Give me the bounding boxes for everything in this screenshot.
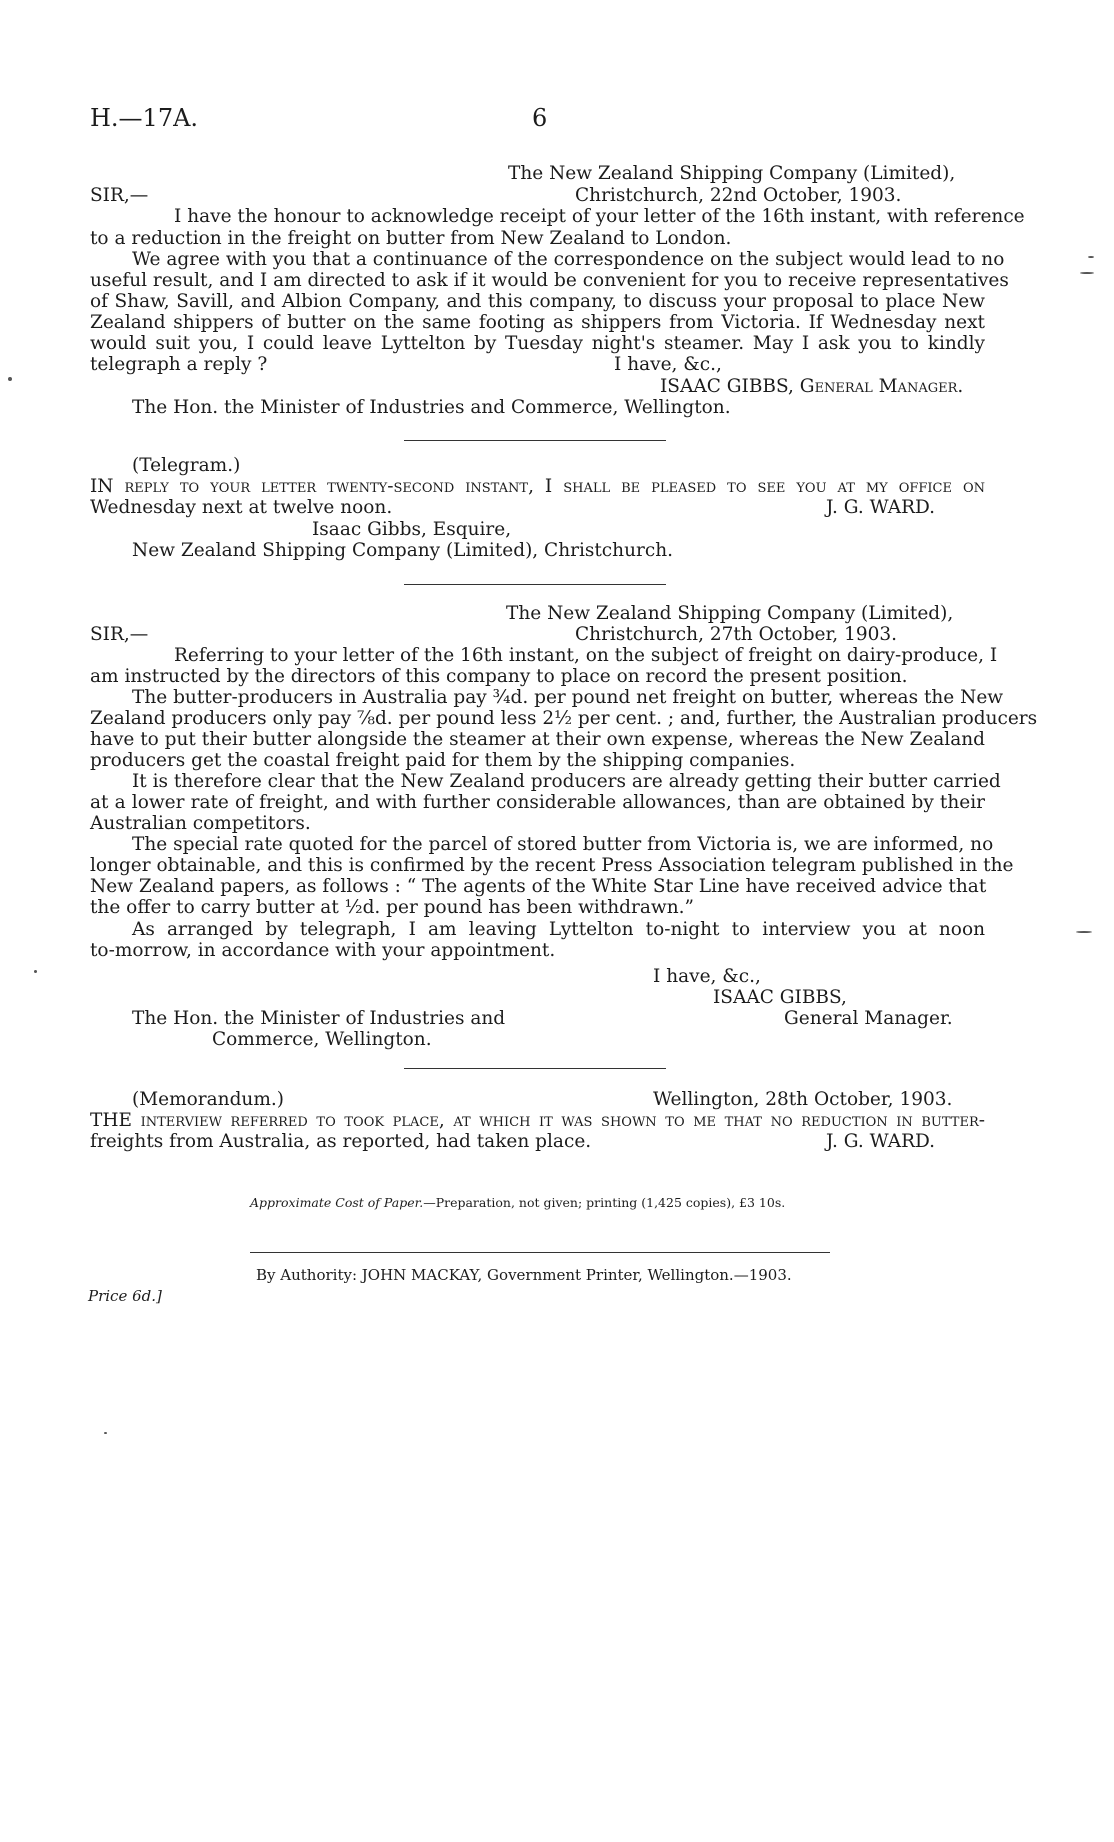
telegram-line2: Wednesday next at twelve noon. bbox=[90, 497, 393, 518]
letter1-addressee: The Hon. the Minister of Industries and Commerce, Wellington. bbox=[132, 397, 731, 418]
letter2-closing: I have, &c., bbox=[653, 966, 761, 987]
memorandum-signature: J. G. WARD. bbox=[826, 1131, 936, 1152]
letter1-p2-line4: Zealand shippers of butter on the same footing as shippers from Victoria. If Wednesday next bbox=[90, 312, 985, 333]
letter1-sender-line1: The New Zealand Shipping Company (Limited), bbox=[508, 163, 956, 184]
margin-speck bbox=[1080, 272, 1094, 274]
letter1-p1-line2: to a reduction in the freight on butter from New Zealand to London. bbox=[90, 228, 732, 249]
section-divider bbox=[404, 440, 666, 441]
letter1-signature: ISAAC GIBBS, General Manager. bbox=[660, 376, 964, 397]
letter1-sender-line2: Christchurch, 22nd October, 1903. bbox=[575, 185, 902, 206]
page-number: 6 bbox=[532, 104, 548, 132]
telegram-addressee1: Isaac Gibbs, Esquire, bbox=[312, 519, 512, 540]
letter2-p3-line3: Australian competitors. bbox=[90, 813, 311, 834]
letter2-salutation: SIR,— bbox=[90, 624, 149, 645]
letter2-sender-line1: The New Zealand Shipping Company (Limited), bbox=[506, 603, 954, 624]
letter2-p2-line4: producers get the coastal freight paid for them by the shipping companies. bbox=[90, 750, 796, 771]
letter2-p4-line1: The special rate quoted for the parcel of stored butter from Victoria is, we are informed, no bbox=[132, 834, 994, 855]
section-divider bbox=[404, 584, 666, 585]
letter2-p4-line4: the offer to carry butter at ½d. per pound has been withdrawn.” bbox=[90, 897, 694, 918]
letter1-p2-line1: We agree with you that a continuance of the correspondence on the subject would lead to no bbox=[132, 249, 1005, 270]
letter1-p2-line2: useful result, and I am directed to ask if it would be convenient for you to receive representatives bbox=[90, 270, 1009, 291]
footer-rule bbox=[250, 1252, 830, 1253]
letter2-p3-line1: It is therefore clear that the New Zealand producers are already getting their butter carried bbox=[132, 771, 1001, 792]
letter1-p2-line6: telegraph a reply ? bbox=[90, 354, 268, 375]
letter2-p1-line2: am instructed by the directors of this company to place on record the present position. bbox=[90, 666, 908, 687]
letter2-addressee2: Commerce, Wellington. bbox=[212, 1029, 432, 1050]
margin-speck bbox=[104, 1432, 107, 1434]
section-divider bbox=[404, 1068, 666, 1069]
cost-of-paper-note: Approximate Cost of Paper.—Preparation, not given; printing (1,425 copies), £3 10s. bbox=[250, 1195, 786, 1210]
letter2-p2-line1: The butter-producers in Australia pay ¾d. per pound net freight on butter, whereas the New bbox=[132, 687, 1004, 708]
margin-speck bbox=[1088, 256, 1094, 258]
memorandum-date: Wellington, 28th October, 1903. bbox=[653, 1089, 953, 1110]
memorandum-line1: THE interview referred to took place, at which it was shown to me that no reduction in butter- bbox=[90, 1110, 985, 1131]
letter2-p2-line3: have to put their butter alongside the steamer at their own expense, whereas the New Zealand bbox=[90, 729, 986, 750]
price-note: Price 6d.] bbox=[88, 1287, 162, 1305]
memorandum-line2: freights from Australia, as reported, had taken place. bbox=[90, 1131, 592, 1152]
letter2-p3-line2: at a lower rate of freight, and with further considerable allowances, than are obtained by their bbox=[90, 792, 985, 813]
letter1-p2-line3: of Shaw, Savill, and Albion Company, and this company, to discuss your proposal to place New bbox=[90, 291, 985, 312]
letter2-p4-line3: New Zealand papers, as follows : “ The agents of the White Star Line have received advice that bbox=[90, 876, 987, 897]
letter1-salutation: SIR,— bbox=[90, 185, 149, 206]
margin-speck bbox=[34, 970, 37, 973]
letter2-signature-name: ISAAC GIBBS, bbox=[713, 987, 847, 1008]
letter2-p1-line1: Referring to your letter of the 16th instant, on the subject of freight on dairy-produce, I bbox=[174, 645, 998, 666]
letter2-p2-line2: Zealand producers only pay ⅞d. per pound less 2½ per cent. ; and, further, the Australian producers bbox=[90, 708, 1038, 729]
document-reference: H.—17A. bbox=[90, 104, 199, 132]
memorandum-label: (Memorandum.) bbox=[132, 1089, 284, 1110]
letter1-p2-line5: would suit you, I could leave Lyttelton by Tuesday night's steamer. May I ask you to kindly bbox=[90, 333, 985, 354]
margin-speck bbox=[8, 377, 12, 381]
telegram-line1: IN reply to your letter twenty-second instant, I shall be pleased to see you at my office on bbox=[90, 476, 985, 497]
telegram-signature: J. G. WARD. bbox=[826, 497, 936, 518]
letter1-closing: I have, &c., bbox=[614, 354, 722, 375]
letter2-p4-line2: longer obtainable, and this is confirmed by the recent Press Association telegram published in the bbox=[90, 855, 1014, 876]
margin-speck bbox=[1076, 931, 1092, 933]
telegram-label: (Telegram.) bbox=[132, 455, 241, 476]
letter2-p5-line2: to-morrow, in accordance with your appointment. bbox=[90, 940, 556, 961]
letter2-signature-title: General Manager. bbox=[784, 1008, 953, 1029]
telegram-addressee2: New Zealand Shipping Company (Limited), Christchurch. bbox=[132, 540, 673, 561]
letter2-sender-line2: Christchurch, 27th October, 1903. bbox=[575, 624, 898, 645]
printer-authority: By Authority: JOHN MACKAY, Government Printer, Wellington.—1903. bbox=[256, 1266, 792, 1284]
letter2-p5-line1: As arranged by telegraph, I am leaving Lyttelton to-night to interview you at noon bbox=[132, 919, 985, 940]
letter2-addressee1: The Hon. the Minister of Industries and bbox=[132, 1008, 506, 1029]
letter1-p1-line1: I have the honour to acknowledge receipt of your letter of the 16th instant, with reference bbox=[174, 206, 1025, 227]
